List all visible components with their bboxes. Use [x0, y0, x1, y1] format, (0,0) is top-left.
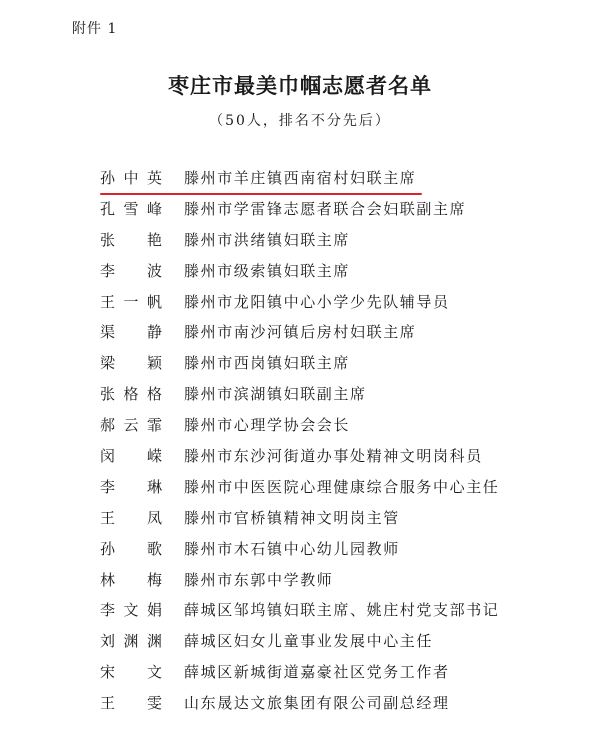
person-title: 滕州市洪绪镇妇联主席 — [184, 230, 351, 249]
document-subtitle: （50人，排名不分先后） — [209, 113, 391, 129]
list-item — [100, 477, 560, 508]
person-title: 滕州市南沙河镇后房村妇联主席 — [184, 323, 417, 342]
document-title: 枣庄市最美巾帼志愿者名单 — [168, 74, 432, 98]
list-item — [100, 199, 560, 230]
person-name: 刘渊渊 — [100, 632, 162, 651]
person-title: 滕州市木石镇中心幼儿园教师 — [184, 539, 400, 558]
list-item — [100, 384, 560, 415]
person-name: 张 艳 — [100, 230, 162, 249]
person-title: 滕州市东郭中学教师 — [184, 570, 334, 589]
list-item — [100, 261, 560, 292]
list-item — [100, 693, 560, 724]
list-item — [100, 508, 560, 539]
person-title: 滕州市中医医院心理健康综合服务中心主任 — [184, 477, 500, 496]
person-title: 滕州市心理学协会会长 — [184, 416, 351, 435]
honoree-list — [100, 168, 560, 724]
list-item — [100, 322, 560, 353]
person-name: 郝云霏 — [100, 416, 162, 435]
person-title: 滕州市滨湖镇妇联副主席 — [184, 385, 367, 404]
list-item — [100, 168, 560, 199]
person-title: 山东晟达文旅集团有限公司副总经理 — [184, 694, 450, 713]
list-item — [100, 230, 560, 261]
list-item — [100, 415, 560, 446]
person-title: 薛城区妇女儿童事业发展中心主任 — [184, 632, 434, 651]
person-name: 孙 歌 — [100, 539, 162, 558]
person-name: 李 波 — [100, 261, 162, 280]
person-title: 薛城区邹坞镇妇联主席、姚庄村党支部书记 — [184, 601, 500, 620]
person-name: 张格格 — [100, 385, 162, 404]
person-title: 滕州市东沙河街道办事处精神文明岗科员 — [184, 447, 483, 466]
person-name: 李文娟 — [100, 601, 162, 620]
list-item — [100, 570, 560, 601]
attachment-label: 附件 1 — [72, 21, 118, 37]
person-name: 孔雪峰 — [100, 199, 162, 218]
person-name: 渠 静 — [100, 323, 162, 342]
list-item — [100, 631, 560, 662]
person-title: 薛城区新城街道嘉豪社区党务工作者 — [184, 663, 450, 682]
list-item — [100, 353, 560, 384]
person-name: 王 雯 — [100, 694, 162, 713]
list-item — [100, 539, 560, 570]
person-name: 李 琳 — [100, 477, 162, 496]
list-item — [100, 446, 560, 477]
list-item — [100, 292, 560, 323]
person-name: 王 凤 — [100, 508, 162, 527]
person-name: 孙中英 — [100, 169, 162, 187]
person-name: 闵 嵘 — [100, 447, 162, 466]
person-title: 滕州市学雷锋志愿者联合会妇联副主席 — [184, 199, 467, 218]
person-name: 林 梅 — [100, 570, 162, 589]
person-name: 王一帆 — [100, 292, 162, 311]
list-item — [100, 662, 560, 693]
list-item — [100, 600, 560, 631]
person-title: 滕州市羊庄镇西南宿村妇联主席 — [184, 169, 417, 187]
person-title: 滕州市西岗镇妇联主席 — [184, 354, 351, 373]
person-name: 宋 文 — [100, 663, 162, 682]
person-title: 滕州市龙阳镇中心小学少先队辅导员 — [184, 292, 450, 311]
person-name: 梁 颖 — [100, 354, 162, 373]
person-title: 滕州市级索镇妇联主席 — [184, 261, 351, 280]
person-title: 滕州市官桥镇精神文明岗主管 — [184, 508, 400, 527]
